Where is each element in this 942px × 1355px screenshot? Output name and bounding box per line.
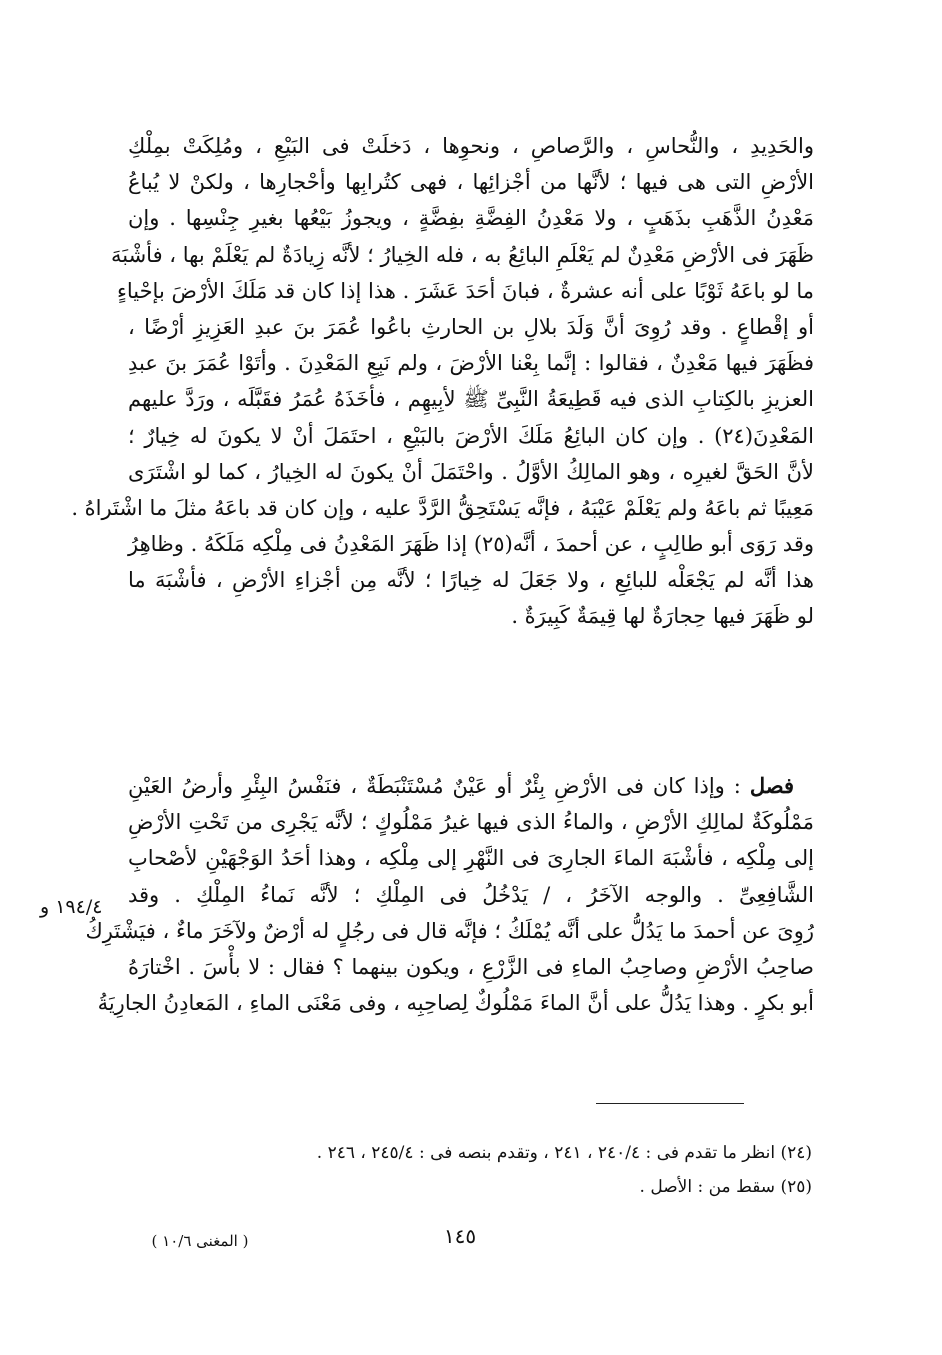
text-line: لو ظَهَرَ فيها حِجارَةٌ لها قِيمَةٌ كَبِيرَةٌ .	[511, 604, 814, 629]
text-line: أو إقْطاعٍ . وقد رُوِىَ أنَّ وَلَدَ بلالِ بن الحارثِ باعُوا عُمَرَ بنَ عبدِ العَزِيزِ أرْضًا ،	[128, 314, 814, 339]
footnote: (٢٤) انظر ما تقدم فى : ٢٤٠/٤ ، ٢٤١ ، وتقدم بنصه فى : ٢٤٥/٤ ، ٢٤٦ .	[316, 1143, 812, 1163]
text-line: رُوِىَ عن أحمدَ ما يَدُلُّ على أنَّه يُمْلَكُ ؛ فإنَّه قال فى رجُلٍ له أرْضٌ ولآخَرَ ماءٌ ، فيَشْتَرِكُ	[85, 918, 814, 943]
section-heading: فصل	[749, 773, 794, 798]
text-line: العزيزِ بالكِتابِ الذى فيه قَطِيعَةُ النَّبِىِّ ﷺ لأبِيهِم ، فأخَذَهُ عُمَرُ فقَبَّلَه ، ورَدَّ عليهم	[128, 387, 814, 412]
paragraph-1	[71, 128, 815, 635]
text-line: صاحِبُ الأرْضِ وصاحِبُ الماءِ فى الزَّرْعِ ، ويكون بينهما ؟ فقال : لا بأْسَ . اخْتارَهُ	[128, 954, 814, 979]
text-line-with-heading	[128, 768, 814, 804]
volume-reference: ( المغنى ١٠/٦ )	[151, 1232, 249, 1250]
text-line: أبو بكرٍ . وهذا يَدُلُّ على أنَّ الماءَ مَمْلُوكٌ لِصاحِبِه ، وفى مَعْنَى الماءِ ، المَعادِنُ الجارِيَةُ	[97, 991, 814, 1016]
text-line: مَعْدِنُ الذَّهَبِ بذَهَبٍ ، ولا مَعْدِنُ الفِضَّةِ بفِضَّةٍ ، ويجوزُ بَيْعُها بغيرِ جِنْسِها . وإن	[128, 206, 814, 231]
footnotes	[280, 1136, 812, 1204]
footnote-separator	[596, 1103, 744, 1104]
text-line: ما لو باعَهُ ثَوْبًا على أنه عشرةٌ ، فبانَ أحَدَ عَشَرَ . هذا إذا كان قد مَلَكَ الأرْضَ بإحْياءٍ	[116, 278, 814, 303]
text-line: الشَّافِعِىِّ . والوجه الآخَرُ ، / يَدْخُلُ فى المِلْكِ ؛ لأنَّه نَماءُ المِلْكِ . وقد	[128, 882, 814, 907]
paragraph-2	[85, 768, 814, 1021]
text-line: مَعِيبًا ثم باعَهُ ولم يَعْلَمْ عَيْبَهُ ، فإنَّه يَسْتَحِقُّ الرَّدَّ عليه ، وإن كان قد باعَهُ مثلَ ما اشْتَراهُ .	[71, 495, 814, 520]
text-line: ظَهَرَ فى الأرْضِ مَعْدِنٌ لم يَعْلَمِ البائِعُ به ، فله الخِيارُ ؛ لأنَّه زِيادَةٌ لم يَعْلَمْ بها ، فأشْبَهَ	[110, 242, 814, 267]
text-line: إلى مِلْكِه ، فأشْبَهَ الماءَ الجارِىَ فى النَّهْرِ إلى مِلْكِه ، وهذا أحَدُ الوَجْهَيْنِ لأصْحابِ	[128, 846, 814, 871]
manuscript-folio-marker: ١٩٤/٤ و	[40, 896, 103, 918]
text-line: لأنَّ الحَقَّ لغيرِه ، وهو المالِكُ الأوَّلُ . واحْتَمَلَ أنْ يكونَ له الخِيارُ ، كما لو اشْتَرَى	[128, 459, 814, 484]
text-line: المَعْدِنَ(٢٤) . وإن كان البائِعُ مَلَكَ الأرْضَ بالبَيْعِ ، احتَمَلَ أنْ لا يكونَ له خِيارٌ ؛	[128, 423, 814, 448]
footnote: (٢٥) سقط من : الأصل .	[639, 1177, 812, 1197]
text-line: هذا أنَّه لم يَجْعَلْه للبائِعِ ، ولا جَعَلَ له خِيارًا ؛ لأنَّه مِن أجْزاءِ الأرْضِ ، فأشْبَهَ ما	[128, 568, 814, 593]
text-line: والحَدِيدِ ، والنُّحاسِ ، والرَّصاصِ ، ونحوِها ، دَخلَتْ فى البَيْعِ ، ومُلِكَتْ بمِلْكِ	[128, 134, 814, 158]
text-line: مَمْلُوكَةٌ لمالِكِ الأرْضِ ، والماءُ الذى فيها غيرُ مَمْلُوكٍ ؛ لأنَّه يَجْرِى من تَحْتِ الأرْضِ	[128, 810, 814, 835]
text-line: فظَهَرَ فيها مَعْدِنٌ ، فقالوا : إنَّما بِعْنا الأرْضَ ، ولم نَبِعِ المَعْدِنَ . وأتَوْا عُمَرَ بنَ عبدِ	[128, 351, 815, 376]
page-number: ١٤٥	[443, 1224, 477, 1248]
text-line: الأرْضِ التى هى فيها ؛ لأنَّها من أجْزائِها ، فهى كتُرابِها وأحْجارِها ، ولكنْ لا يُباعُ	[128, 170, 814, 195]
text-line: : وإذا كان فى الأرْضِ بِئْرٌ أو عَيْنٌ مُسْتَنْبَطَةٌ ، فنَفْسُ البِئْرِ وأرضُ العَيْنِ	[128, 774, 750, 798]
text-line: وقد رَوَى أبو طالِبٍ ، عن أحمدَ ، أنَّه(٢٥) إذا ظَهَرَ المَعْدِنُ فى مِلْكِه مَلَكَهُ . وظاهِرُ	[128, 532, 814, 557]
